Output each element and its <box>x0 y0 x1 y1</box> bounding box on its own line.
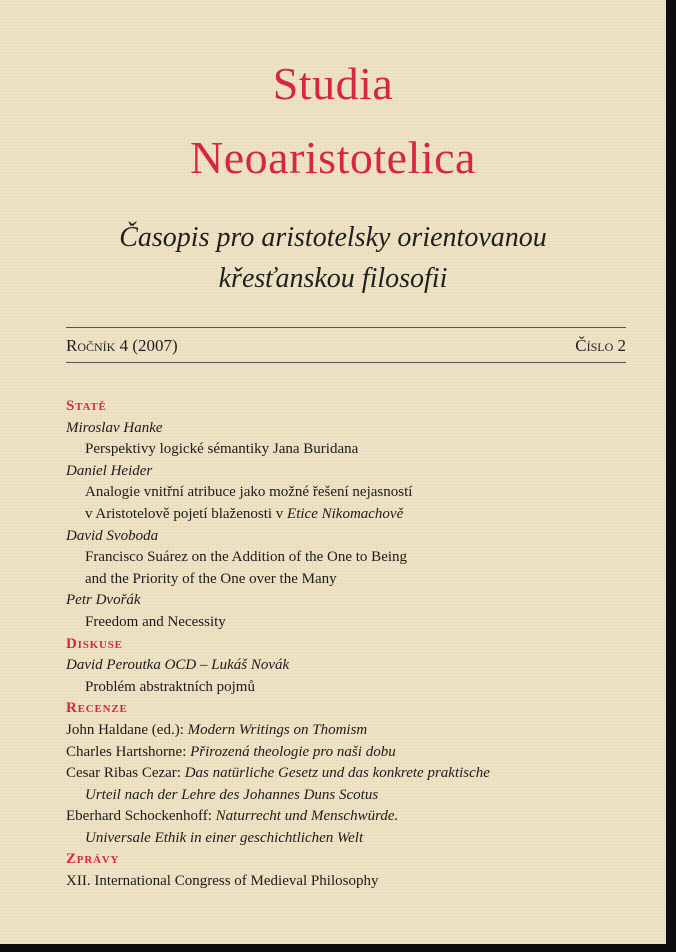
toc-review <box>66 720 646 742</box>
toc-author: Daniel Heider <box>66 462 153 479</box>
journal-subtitle-line1: Časopis pro aristotelsky orientovanou <box>119 222 547 253</box>
toc-author: Petr Dvořák <box>66 592 141 609</box>
divider-bottom <box>66 362 626 363</box>
toc-title-part: v Aristotelově pojetí blaženosti v <box>85 505 288 522</box>
toc-review <box>66 742 646 764</box>
review-title: Naturrecht und Menschwürde. <box>215 808 399 825</box>
journal-subtitle-line2: křesťanskou filosofii <box>218 263 448 294</box>
divider-top <box>66 327 626 328</box>
toc-title: Analogie vnitřní atribuce jako možné řešení nejasností <box>85 484 413 501</box>
toc-title: Freedom and Necessity <box>85 613 226 630</box>
journal-title-line2: Neoaristotelica <box>190 132 476 183</box>
section-heading-diskuse: Diskuse <box>66 635 123 652</box>
section-heading-zpravy: Zprávy <box>66 851 120 868</box>
section-heading-recenze: Recenze <box>66 700 128 717</box>
toc-title: Problém abstraktních pojmů <box>85 678 255 695</box>
review-title-continued: Universale Ethik in einer geschichtlichen Welt <box>85 829 364 846</box>
review-title: Přirozená theologie pro naši dobu <box>190 743 396 760</box>
review-title-continued: Urteil nach der Lehre des Johannes Duns Scotus <box>85 786 379 803</box>
toc-author: David Svoboda <box>66 527 159 544</box>
issue-label: Číslo 2 <box>575 336 626 355</box>
toc-news-item: XII. International Congress of Medieval Philosophy <box>66 873 379 890</box>
review-author: Cesar Ribas Cezar: <box>66 765 185 782</box>
toc-review <box>66 806 646 828</box>
toc-author: Miroslav Hanke <box>66 419 163 436</box>
review-author: John Haldane (ed.): <box>66 721 188 738</box>
section-heading-state: Statě <box>66 398 107 414</box>
toc-title <box>66 504 646 526</box>
toc-review <box>66 763 646 785</box>
toc-title: Francisco Suárez on the Addition of the One to Being <box>85 549 408 566</box>
table-of-contents <box>66 396 646 893</box>
review-title: Das natürliche Gesetz und das konkrete praktische <box>184 765 490 782</box>
review-title: Modern Writings on Thomism <box>187 721 368 738</box>
volume-issue-row <box>66 333 626 359</box>
review-author: Charles Hartshorne: <box>66 743 191 760</box>
toc-title: Perspektivy logické sémantiky Jana Buridana <box>85 441 359 458</box>
toc-author: David Peroutka OCD – Lukáš Novák <box>66 657 290 674</box>
toc-title-italic-part: Etice Nikomachově <box>287 505 404 522</box>
journal-title-line1: Studia <box>272 58 394 109</box>
toc-title: and the Priority of the One over the Many <box>85 570 337 587</box>
volume-label: Ročník 4 (2007) <box>66 336 178 355</box>
review-author: Eberhard Schockenhoff: <box>66 808 216 825</box>
